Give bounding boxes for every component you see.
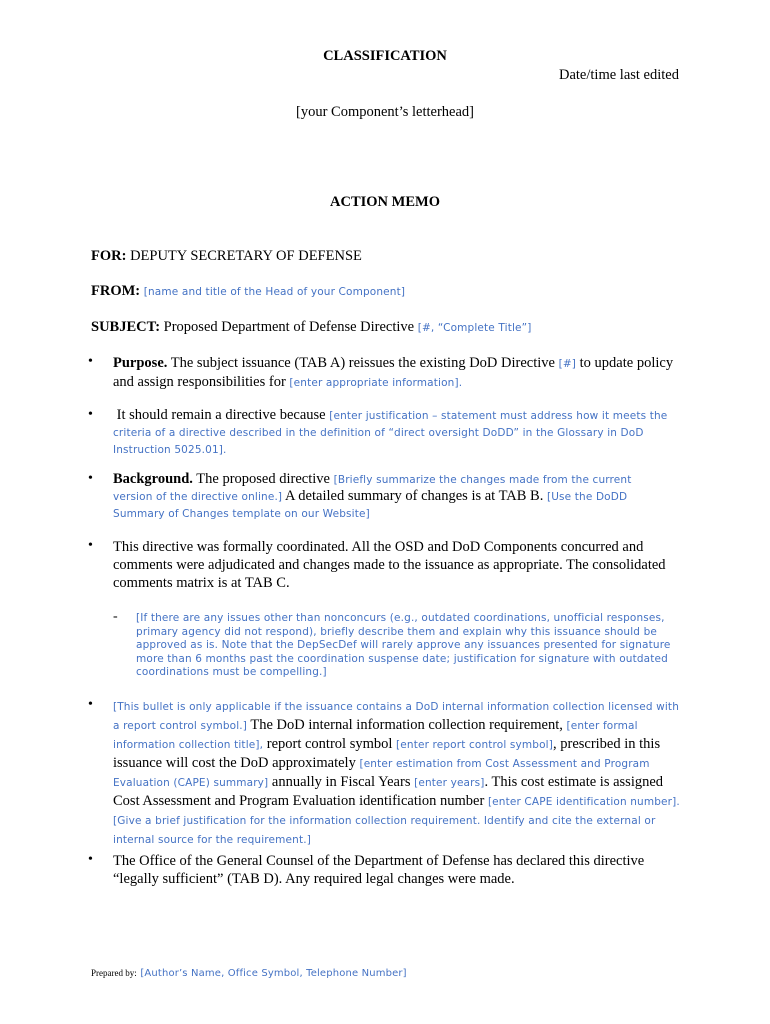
info-text-a: The DoD internal information collection requirement, (250, 717, 563, 733)
purpose-hint-b: [enter appropriate information]. (289, 377, 463, 389)
issues-hint: [If there are any issues other than nonconcurs (e.g., outdated coordinations, unofficial responses, primary agency did not respond), briefly describe them and explain why this issuance should be approved as is. Note that the DepSecDef will rarely approve any issuances presented for signature more than 6 months past the coordination suspense date; justification for signature with outdated coordinations must be compelling.] (136, 612, 671, 678)
subject-value: Proposed Department of Defense Directive (163, 319, 415, 335)
justification-text: It should remain a directive because (116, 407, 326, 423)
info-hint-a: [This bullet is only applicable if the issuance contains a DoD internal information collection licensed with a report control symbol.] (113, 701, 680, 732)
classification-marking: CLASSIFICATION (323, 48, 447, 64)
info-text-c: , prescribed in this issuance will cost the DoD approximately (113, 736, 661, 771)
bullet-icon: • (88, 852, 93, 867)
for-value: DEPUTY SECRETARY OF DEFENSE (130, 248, 362, 264)
subject-line (91, 319, 531, 336)
info-hint-b: [enter formal information collection title], (113, 720, 638, 751)
background-hint-a: [Briefly summarize the changes made from the current version of the directive online.] (113, 474, 632, 503)
date-last-edited: Date/time last edited (559, 67, 679, 83)
info-hint-e: [enter years] (414, 777, 485, 789)
bullet-info-collection (113, 697, 683, 849)
background-text-a: The proposed directive (196, 471, 330, 487)
from-line (91, 283, 405, 300)
bullet-icon: • (88, 538, 93, 553)
prepared-by-label: Prepared by: (91, 968, 137, 978)
prepared-by-value: [Author’s Name, Office Symbol, Telephone Number] (140, 968, 407, 979)
justification-hint: [enter justification – statement must address how it meets the criteria of a directive described in the definition of “direct oversight DoDD” in the Glossary in DoD Instruction 5025.01]. (113, 410, 668, 456)
info-hint-f: [enter CAPE identification number]. [Give a brief justification for the information collection requirement. Identify and cite the external or internal source for the requirement.] (113, 796, 680, 846)
for-label: FOR: (91, 248, 127, 264)
background-lead: Background. (113, 471, 193, 487)
background-hint-b: [Use the DoDD Summary of Changes template on our Website] (113, 491, 628, 520)
subject-label: SUBJECT: (91, 319, 161, 335)
bullet-legal: The Office of the General Counsel of the Department of Defense has declared this directive “legally sufficient” (TAB D). Any required legal changes were made. (113, 853, 645, 887)
bullet-icon: • (88, 354, 93, 369)
letterhead-placeholder: [your Component’s letterhead] (296, 104, 474, 120)
info-text-d: annually in Fiscal Years (271, 774, 411, 790)
bullet-purpose (113, 354, 688, 392)
bullet-background (113, 471, 673, 522)
bullet-justification (113, 407, 683, 458)
purpose-hint-a: [#] (558, 358, 577, 370)
purpose-lead: Purpose. (113, 355, 168, 371)
prepared-by-line (91, 964, 407, 981)
bullet-coordination: This directive was formally coordinated. All the OSD and DoD Components concurred and comments were adjudicated and changes made to the issuance as appropriate. The consolidated comments matrix is at TAB C. (113, 539, 666, 591)
purpose-text-a: The subject issuance (TAB A) reissues the existing DoD Directive (170, 355, 555, 371)
info-text-e: . This cost estimate is assigned Cost Assessment and Program Evaluation identification number (113, 774, 664, 809)
from-label: FROM: (91, 283, 141, 299)
for-line (91, 248, 362, 265)
info-hint-d: [enter estimation from Cost Assessment and Program Evaluation (CAPE) summary] (113, 758, 650, 789)
background-text-b: A detailed summary of changes is at TAB B. (285, 488, 544, 504)
bullet-icon: • (88, 697, 93, 712)
purpose-text-b: to update policy and assign responsibilities for (113, 355, 674, 390)
info-hint-c: [enter report control symbol] (396, 739, 553, 751)
bullet-icon: • (88, 407, 93, 422)
dash-marker: - (113, 609, 118, 624)
info-text-b: report control symbol (266, 736, 393, 752)
bullet-icon: • (88, 471, 93, 486)
memo-title: ACTION MEMO (330, 194, 440, 210)
subject-hint: [#, “Complete Title”] (417, 322, 532, 334)
from-value: [name and title of the Head of your Component] (143, 286, 406, 298)
